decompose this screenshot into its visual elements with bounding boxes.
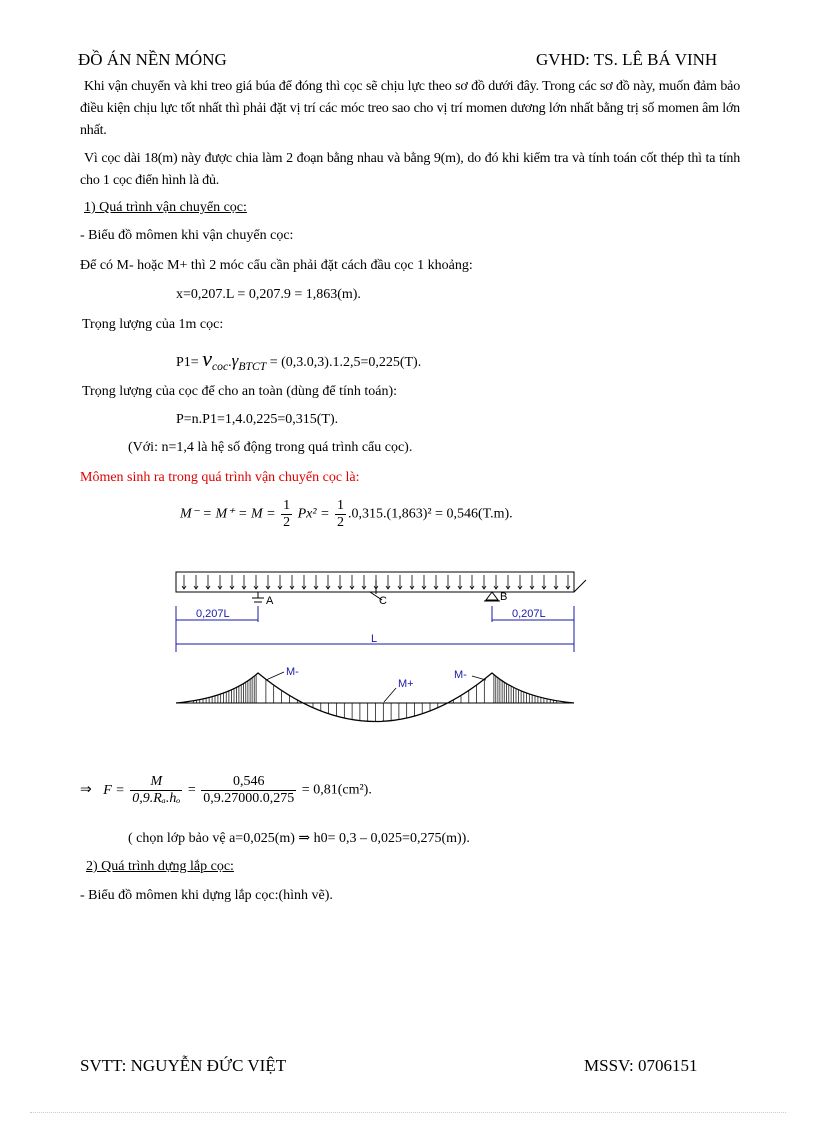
m-neg-left-label: M- [286, 666, 299, 678]
label-b: B [500, 591, 508, 603]
moment-hatching [193, 675, 556, 722]
f-arrow: ⇒ [80, 782, 92, 798]
f-frac-2: $\frac{0,546}{0,9.27000.0,275}$ [203, 774, 295, 806]
p1-formula: $P1= v_{coc}.\gamma_{BTCT} = (0,3.0,3).1.2,5=0,225(T)$. [176, 346, 422, 373]
moment-transport-intro: - Biểu đồ mômen khi vận chuyển cọc: [80, 228, 294, 243]
erection-moment-intro: - Biểu đồ mômen khi dựng lắp cọc:(hình vẽ). [80, 888, 333, 903]
support-a [252, 592, 264, 602]
m-frac-2: $\frac{1}{2}$ [337, 498, 345, 530]
m-lhs: M⁻ = M⁺ = M = [180, 506, 276, 522]
m-pos-leader [384, 688, 396, 702]
m-px2: Px² = [297, 506, 330, 522]
f-frac-1: $\frac{M}{\text{0,9.Rₐ.hₒ}}$ [132, 774, 181, 806]
dim-right-label: 0,207L [512, 608, 546, 620]
area-formula: ⇒ F = $\frac{M}{\text{0,9.Rₐ.hₒ}}$ = $\frac{0,546}{0,9.27000.0,275}$ = 0,81(cm²). [80, 774, 372, 806]
header-right: GVHD: TS. LÊ BÁ VINH [536, 50, 718, 69]
intro-paragraph: Khi vận chuyển và khi treo giá búa để đóng thì cọc sẽ chịu lực theo sơ đồ dưới đây. Trong các sơ đồ này, muốn đảm bảo điều kiện chịu lực tốt nhất thì phải đặt vị trí các móc treo sao cho vị trí momen dương lớn nhất bằng trị số momen âm lớn nhất. [80, 79, 740, 138]
support-b [484, 592, 500, 601]
pile-paragraph: Vì cọc dài 18(m) này được chia làm 2 đoạn bằng nhau và bằng 9(m), do đó khi kiểm tra và tính toán cốt thép thì ta tính cho 1 cọc điển hình là đủ. [80, 151, 740, 188]
m-neg-left-leader [266, 672, 284, 680]
p1-lhs: P1= [176, 355, 199, 370]
moment-red-heading: Mômen sinh ra trong quá trình vận chuyển cọc là: [80, 470, 360, 485]
m-frac-1: $\frac{1}{2}$ [283, 498, 291, 530]
m-neg-right-leader [472, 676, 486, 680]
p1-gsub: BTCT [238, 359, 267, 373]
section1-title: 1) Quá trình vận chuyển cọc: [84, 200, 247, 215]
p1-vsub: coc [211, 359, 229, 373]
f-lhs: F = [103, 782, 125, 798]
cover-note: ( chọn lớp bảo vệ a=0,025(m) ⇒ h0= 0,3 – 0,025=0,275(m)). [128, 831, 470, 846]
label-c: C [379, 595, 387, 607]
moment-formula [180, 498, 513, 531]
beam [176, 572, 574, 592]
label-a: A [266, 595, 274, 607]
p1-rhs: = (0,3.0,3).1.2,5=0,225(T). [269, 355, 422, 370]
safe-weight-intro: Trọng lượng của cọc để cho an toàn (dùng để tính toán): [82, 384, 398, 399]
m-neg-right-label: M- [454, 669, 467, 681]
weight-intro: Trọng lượng của 1m cọc: [82, 317, 224, 332]
dim-total-label: L [371, 633, 378, 645]
moment-diagram [170, 560, 600, 740]
dim-left-label: 0,207L [196, 608, 230, 620]
section2-title: 2) Quá trình dựng lắp cọc: [86, 859, 234, 874]
beam-end-stub [574, 580, 586, 592]
m-pos-label: M+ [398, 678, 414, 690]
moment-curve [176, 673, 574, 722]
p-formula: P=n.P1=1,4.0,225=0,315(T). [176, 412, 339, 427]
p1-v: v [202, 346, 212, 371]
header-left: ĐỒ ÁN NỀN MÓNG [78, 50, 227, 69]
footer-right: MSSV: 0706151 [584, 1056, 698, 1075]
n-note: (Với: n=1,4 là hệ số động trong quá trình cẩu cọc). [128, 440, 413, 455]
hook-intro: Để có M- hoặc M+ thì 2 móc cẩu cần phải đặt cách đầu cọc 1 khoảng: [80, 258, 473, 273]
footer-left: SVTT: NGUYỄN ĐỨC VIỆT [80, 1056, 287, 1075]
page-bottom-rule [30, 1112, 786, 1113]
m-rest: .0,315.(1,863)² = 0,546(T.m). [348, 506, 513, 522]
p1-gamma: γ [231, 351, 239, 370]
x-formula: x=0,207.L = 0,207.9 = 1,863(m). [176, 287, 361, 302]
f-rhs: = 0,81(cm²). [301, 782, 372, 798]
